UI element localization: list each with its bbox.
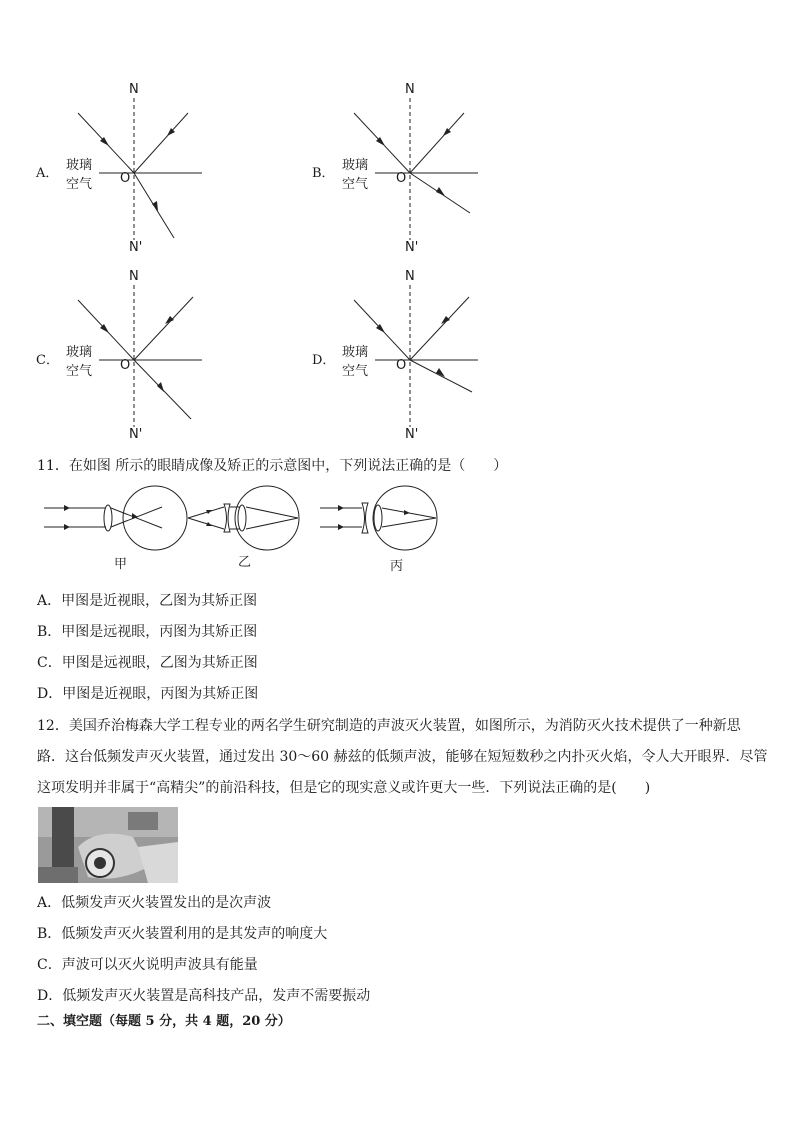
refraction-diagram-a [36, 80, 216, 255]
medium-glass-label: 玻璃 [342, 158, 369, 173]
eye-jia [44, 486, 187, 550]
incidence-point-label: O [396, 358, 407, 373]
option-letter: B． [312, 166, 335, 181]
eye-yi [188, 486, 299, 550]
normal-bottom-label: N' [129, 427, 143, 442]
sound-extinguisher-photo [38, 807, 178, 883]
normal-top-label: N [405, 269, 415, 284]
section-2-heading: 二、填空题（每题 5 分，共 4 题，20 分） [37, 1014, 291, 1029]
q12-option-a[interactable]: A．低频发声灭火装置发出的是次声波 [37, 895, 272, 911]
eye-label-bing: 丙 [390, 559, 404, 574]
q11-option-d[interactable]: D．甲图是近视眼，丙图为其矫正图 [37, 686, 259, 702]
question-12-stem-line1: 12．美国乔治梅森大学工程专业的两名学生研究制造的声波灭火装置，如图所示，为消防灭火技术提供了一种新思 [37, 718, 741, 734]
incidence-point-label: O [120, 171, 131, 186]
medium-air-label: 空气 [342, 364, 369, 379]
medium-glass-label: 玻璃 [342, 345, 369, 360]
eye-diagrams [40, 483, 460, 575]
incidence-point-label: O [120, 358, 131, 373]
normal-top-label: N [129, 269, 139, 284]
q11-option-b[interactable]: B．甲图是远视眼，丙图为其矫正图 [37, 624, 258, 640]
question-12-stem-line2: 路．这台低频发声灭火装置，通过发出 30～60 赫兹的低频声波，能够在短短数秒之内扑灭火焰，令人大开眼界．尽管 [37, 749, 768, 765]
ray-diagram-svg [312, 267, 492, 442]
medium-air-label: 空气 [342, 177, 369, 192]
medium-air-label: 空气 [66, 364, 93, 379]
medium-glass-label: 玻璃 [66, 345, 93, 360]
option-letter: A． [36, 166, 59, 181]
ray-diagram-svg [312, 80, 492, 255]
question-12-stem-line3: 这项发明并非属于“高精尖”的前沿科技，但是它的现实意义或许更大一些．下列说法正确的是( ) [37, 780, 651, 796]
eye-label-jia: 甲 [114, 557, 128, 572]
incidence-point-label: O [396, 171, 407, 186]
refraction-diagram-d [312, 267, 492, 442]
medium-glass-label: 玻璃 [66, 158, 93, 173]
q11-option-a[interactable]: A．甲图是近视眼，乙图为其矫正图 [37, 593, 258, 609]
ray-diagram-svg [36, 80, 216, 255]
q12-option-c[interactable]: C．声波可以灭火说明声波具有能量 [37, 957, 258, 973]
normal-top-label: N [405, 82, 415, 97]
photo-illustration [38, 807, 178, 883]
eye-label-yi: 乙 [238, 555, 252, 570]
normal-bottom-label: N' [129, 240, 143, 255]
option-letter: D． [312, 353, 336, 368]
option-letter: C． [36, 353, 59, 368]
ray-diagram-svg [36, 267, 216, 442]
q12-option-b[interactable]: B．低频发声灭火装置利用的是其发声的响度大 [37, 926, 328, 942]
refraction-diagram-b [312, 80, 492, 255]
normal-bottom-label: N' [405, 427, 419, 442]
question-11-stem: 11．在如图 所示的眼睛成像及矫正的示意图中，下列说法正确的是（ ） [37, 458, 508, 474]
normal-top-label: N [129, 82, 139, 97]
refraction-diagram-c [36, 267, 216, 442]
medium-air-label: 空气 [66, 177, 93, 192]
q11-option-c[interactable]: C．甲图是远视眼，乙图为其矫正图 [37, 655, 258, 671]
q12-option-d[interactable]: D．低频发声灭火装置是高科技产品，发声不需要振动 [37, 988, 371, 1004]
eye-bing [320, 486, 437, 550]
normal-bottom-label: N' [405, 240, 419, 255]
